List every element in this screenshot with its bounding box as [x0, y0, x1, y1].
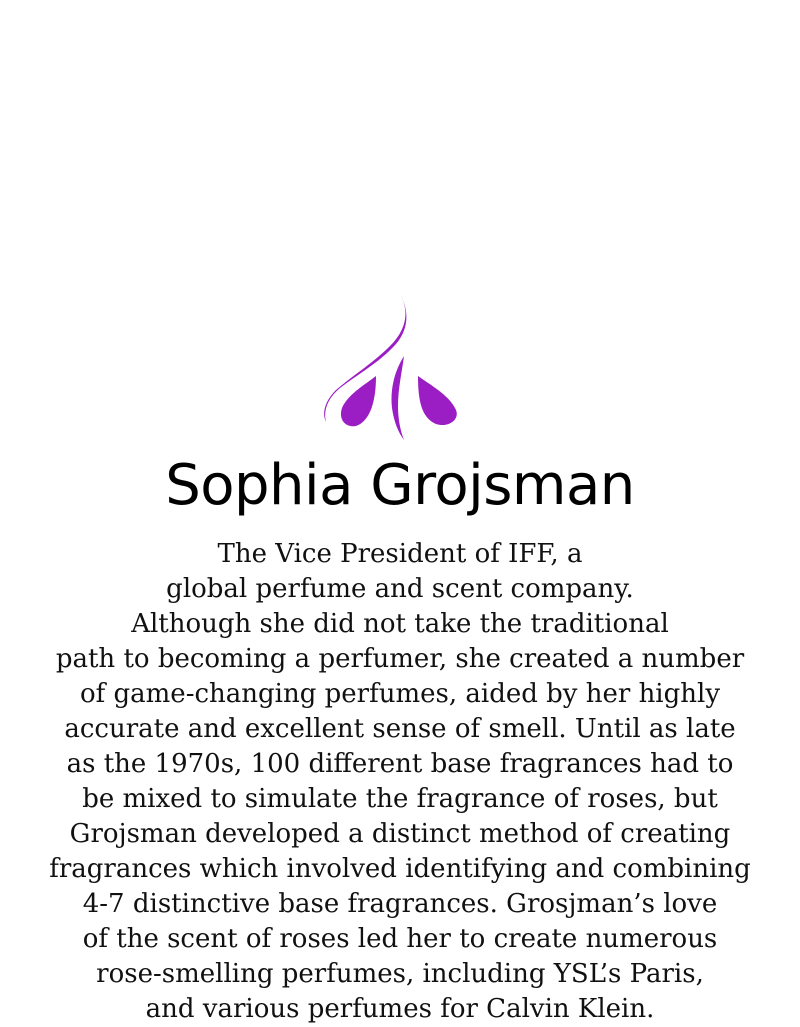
- bio-line: 4-7 distinctive base fragrances. Grosjman’s love: [82, 889, 718, 919]
- bio-line: fragrances which involved identifying and combining: [49, 854, 751, 884]
- logo-right-drop: [418, 376, 457, 425]
- bio-line: of the scent of roses led her to create numerous: [82, 924, 718, 954]
- perfume-logo: [318, 290, 464, 442]
- logo-center-stroke: [392, 356, 405, 440]
- page-title: Sophia Grojsman: [165, 453, 635, 518]
- bio-line: Grojsman developed a distinct method of creating: [69, 819, 731, 849]
- bio-line: global perfume and scent company.: [166, 574, 634, 604]
- bio-line: as the 1970s, 100 different base fragrances had to: [66, 749, 734, 779]
- bio-line: accurate and excellent sense of smell. Until as late: [64, 714, 736, 744]
- logo-left-drop: [341, 376, 376, 426]
- bio-paragraph: [0, 537, 800, 1027]
- bio-line: Although she did not take the traditional: [131, 609, 669, 639]
- bio-line: and various perfumes for Calvin Klein.: [145, 994, 655, 1024]
- bio-line: be mixed to simulate the fragrance of roses, but: [82, 784, 718, 814]
- bio-line: of game-changing perfumes, aided by her highly: [79, 679, 721, 709]
- perfume-drop-icon: [318, 290, 464, 442]
- bio-line: path to becoming a perfumer, she created a number: [55, 644, 745, 674]
- bio-line: The Vice President of IFF, a: [217, 539, 583, 569]
- bio-line: rose-smelling perfumes, including YSL’s Paris,: [96, 959, 704, 989]
